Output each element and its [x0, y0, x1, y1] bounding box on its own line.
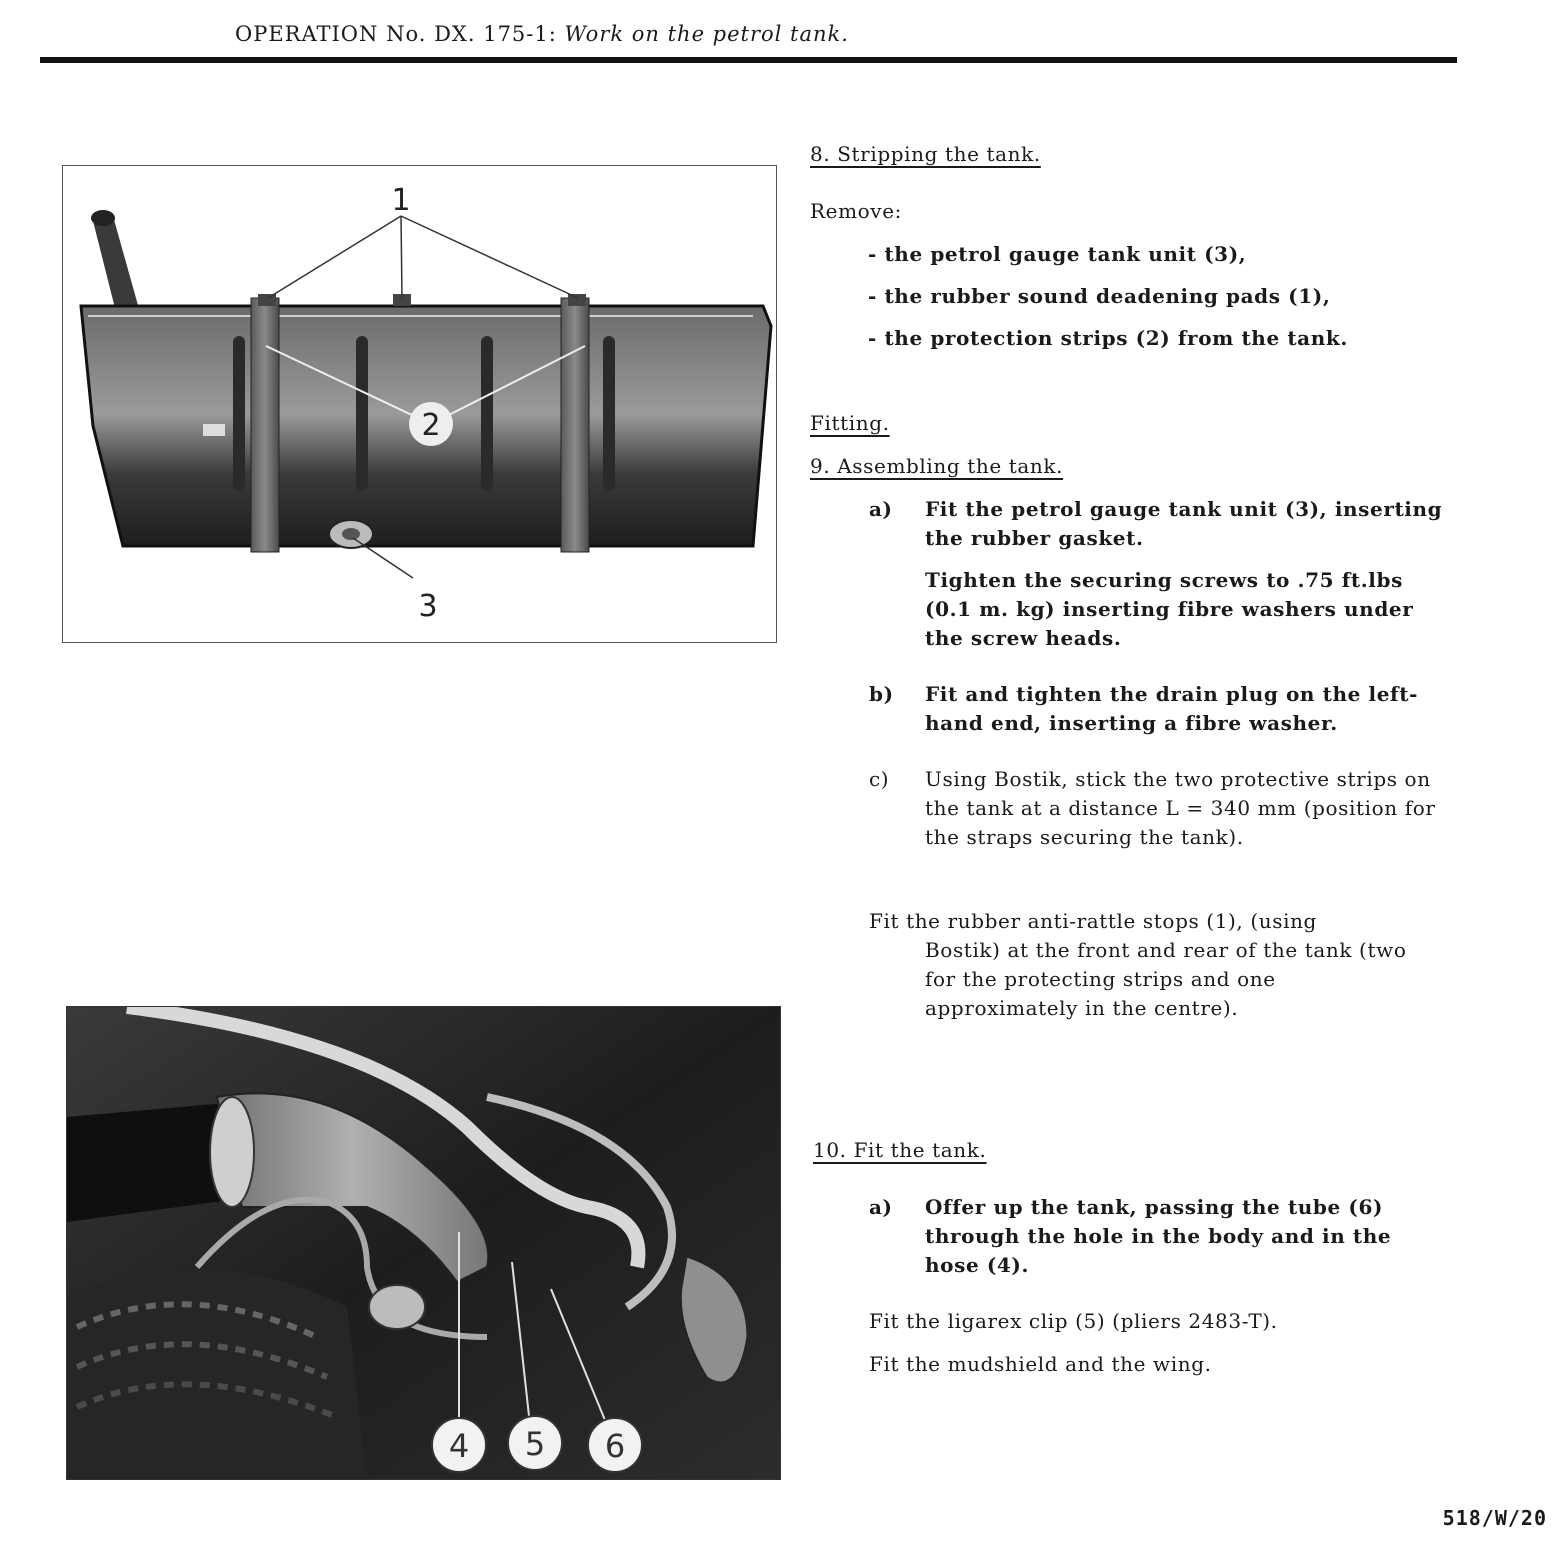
step-10a-label: a)	[869, 1195, 893, 1219]
section-8-heading: 8. Stripping the tank.	[810, 142, 1041, 166]
fitting-heading: Fitting.	[810, 411, 890, 435]
tank-fitting-illustration	[67, 1007, 780, 1479]
callout-1: 1	[391, 183, 411, 218]
step-9b-text: Fit and tighten the drain plug on the left-hand end, inserting a fibre washer.	[925, 682, 1418, 735]
bullet-rubber-pads: - the rubber sound deadening pads (1),	[868, 284, 1331, 308]
ligarex-clip-step: Fit the ligarex clip (5) (pliers 2483-T).	[869, 1309, 1278, 1333]
step-9a-label: a)	[869, 497, 893, 521]
page-header	[235, 22, 849, 46]
bullet-protection-strips: - the protection strips (2) from the tank.	[868, 326, 1348, 350]
anti-rattle-rest: Bostik) at the front and rear of the tank (two for the protecting strips and one approximately in the centre).	[925, 938, 1407, 1020]
petrol-tank-illustration	[63, 166, 776, 642]
callout-3: 3	[418, 589, 438, 624]
section-9-heading: 9. Assembling the tank.	[810, 454, 1064, 478]
callout-6: 6	[604, 1427, 626, 1465]
section-8-intro: Remove:	[810, 199, 902, 223]
operation-number: OPERATION No. DX. 175-1:	[235, 22, 557, 46]
figure-petrol-tank	[62, 165, 777, 643]
anti-rattle-first-line: Fit the rubber anti-rattle stops (1), (using	[869, 909, 1317, 933]
bullet-gauge-unit: - the petrol gauge tank unit (3),	[868, 242, 1247, 266]
header-rule	[40, 57, 1457, 63]
section-10-heading: 10. Fit the tank.	[813, 1138, 987, 1162]
callout-2: 2	[421, 408, 441, 443]
step-9c-text: Using Bostik, stick the two protective strips on the tank at a distance L = 340 mm (position for the straps securing the tank).	[925, 767, 1436, 849]
callout-4: 4	[448, 1427, 470, 1465]
figure-tank-fitting	[66, 1006, 781, 1480]
step-10a-text: Offer up the tank, passing the tube (6) through the hole in the body and in the hose (4).	[925, 1195, 1392, 1277]
operation-title: Work on the petrol tank.	[564, 22, 849, 46]
torque-note: Tighten the securing screws to .75 ft.lbs (0.1 m. kg) inserting fibre washers under the screw heads.	[925, 568, 1414, 650]
step-9b-label: b)	[869, 682, 894, 706]
mudshield-step: Fit the mudshield and the wing.	[869, 1352, 1212, 1376]
step-9c-label: c)	[869, 767, 890, 791]
callout-5: 5	[524, 1425, 546, 1463]
page-reference: 518/W/20	[1442, 1506, 1547, 1530]
step-9a-text: Fit the petrol gauge tank unit (3), inserting the rubber gasket.	[925, 497, 1443, 550]
